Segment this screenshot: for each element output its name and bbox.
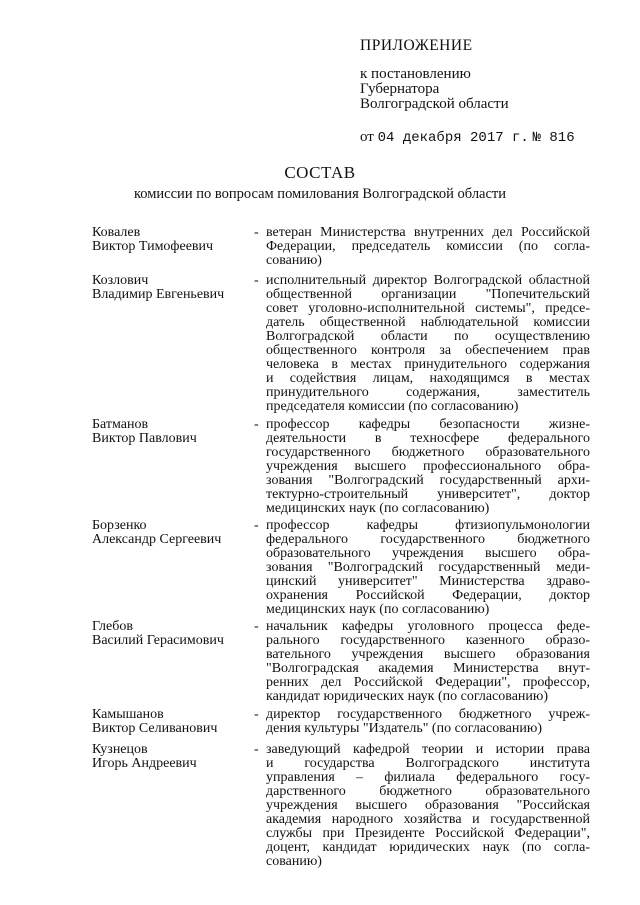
member-surname: Кузнецов	[92, 742, 148, 757]
member-description-line: тектурно-строительный университет", доктор	[266, 487, 590, 502]
member-given-names: Игорь Андреевич	[92, 756, 197, 771]
member-surname: Козлович	[92, 273, 149, 288]
member-description-line: государственного бюджетного образовательного	[266, 445, 590, 460]
member-description-line: зования "Волгоградский государственный меди-	[266, 560, 590, 575]
member-dash: -	[254, 742, 259, 757]
decree-date: 04 декабря 2017 г.	[377, 130, 529, 146]
member-description-line: деятельности в техносфере федерального	[266, 431, 590, 446]
member-surname: Глебов	[92, 619, 133, 634]
member-description-line: общественной организации "Попечительский	[266, 287, 590, 302]
member-description-line: цинский университет" Министерства здраво-	[266, 574, 590, 589]
member-given-names: Виктор Павлович	[92, 431, 197, 446]
member-dash: -	[254, 619, 259, 634]
appendix-line: Губернатора	[360, 81, 440, 97]
appendix-line: Волгоградской области	[360, 96, 509, 112]
member-description-line: федерального государственного бюджетного	[266, 532, 590, 547]
member-description-line: начальник кафедры уголовного процесса феде-	[266, 619, 590, 634]
member-description-line: охранения Российской Федерации, доктор	[266, 588, 590, 603]
member-surname: Борзенко	[92, 518, 147, 533]
member-description-line: общественного контроля за обеспечением прав	[266, 343, 590, 358]
member-description-line: датель общественной наблюдательной комиссии	[266, 315, 590, 330]
member-description-line: Волгоградской области по осуществлению	[266, 329, 590, 344]
member-description-line: управления – филиала федерального госу-	[266, 770, 590, 785]
member-description-line: заведующий кафедрой теории и истории права	[266, 742, 590, 757]
member-description-line: образовательного учреждения высшего обра-	[266, 546, 590, 561]
member-description-line: сованию)	[266, 253, 322, 268]
member-description-line: рального государственного казенного образо-	[266, 633, 590, 648]
member-description	[266, 226, 590, 268]
member-description-line: принудительного содержания, заместитель	[266, 385, 590, 400]
member-given-names: Василий Герасимович	[92, 633, 224, 648]
member-description-line: "Волгоградская академия Министерства внут-	[266, 661, 590, 676]
member-description-line: кандидат юридических наук (по согласованию)	[266, 689, 549, 704]
member-description-line: дарственного бюджетного образовательного	[266, 784, 590, 799]
member-description-line: учреждения высшего образования "Российская	[266, 798, 590, 813]
member-description-line: дения культуры "Издатель" (по согласованию)	[266, 721, 542, 736]
member-name	[92, 620, 252, 648]
member-name	[92, 418, 252, 446]
member-surname: Камышанов	[92, 707, 164, 722]
member-name	[92, 708, 252, 736]
member-given-names: Виктор Тимофеевич	[92, 239, 214, 254]
member-description	[266, 274, 590, 414]
member-description-line: и государства Волгоградского института	[266, 756, 590, 771]
member-name	[92, 519, 252, 547]
member-description-line: профессор кафедры фтизиопульмонологии	[266, 518, 590, 533]
member-dash: -	[254, 225, 259, 240]
member-name	[92, 274, 252, 302]
member-dash: -	[254, 417, 259, 432]
member-description-line: и содействия лицам, находящимся в местах	[266, 371, 590, 386]
member-given-names: Владимир Евгеньевич	[92, 287, 225, 302]
member-surname: Батманов	[92, 417, 149, 432]
member-description-line: директор государственного бюджетного учреж-	[266, 707, 590, 722]
member-description-line: академия народного хозяйства и государственной	[266, 812, 590, 827]
appendix-line: к постановлению	[360, 66, 471, 82]
member-description-line: доцент, кандидат юридических наук (по согла-	[266, 840, 590, 855]
member-description-line: совет уголовно-исполнительной системы", предсе-	[266, 301, 590, 316]
member-description-line: сованию)	[266, 854, 322, 869]
member-description	[266, 708, 590, 736]
member-given-names: Виктор Селиванович	[92, 721, 218, 736]
member-description-line: ренних дел Российской Федерации", профессор,	[266, 675, 590, 690]
decree-number: № 816	[532, 130, 575, 146]
member-surname: Ковалев	[92, 225, 141, 240]
member-name	[92, 226, 252, 254]
document-subtitle: комиссии по вопросам помилования Волгоградской области	[133, 186, 507, 202]
member-description-line: исполнительный директор Волгоградской областной	[266, 273, 590, 288]
member-description-line: службы при Президенте Российской Федерации",	[266, 826, 590, 841]
member-description	[266, 418, 590, 516]
member-description-line: председателя комиссии (по согласованию)	[266, 399, 519, 414]
decree-line	[360, 130, 575, 146]
member-given-names: Александр Сергеевич	[92, 532, 222, 547]
member-dash: -	[254, 707, 259, 722]
member-description-line: медицинских наук (по согласованию)	[266, 501, 490, 516]
member-dash: -	[254, 273, 259, 288]
member-description	[266, 519, 590, 617]
member-description-line: учреждения высшего профессионального обра-	[266, 459, 590, 474]
member-description-line: человека в местах принудительного содержания	[266, 357, 590, 372]
document-title: СОСТАВ	[284, 163, 356, 182]
member-name	[92, 743, 252, 771]
member-dash: -	[254, 518, 259, 533]
decree-prefix: от	[360, 129, 374, 145]
appendix-heading: ПРИЛОЖЕНИЕ	[360, 37, 473, 54]
member-description-line: вательного учреждения высшего образования	[266, 647, 590, 662]
member-description	[266, 620, 590, 704]
member-description-line: зования "Волгоградский государственный архи-	[266, 473, 590, 488]
member-description-line: медицинских наук (по согласованию)	[266, 602, 490, 617]
member-description	[266, 743, 590, 869]
appendix-block	[360, 38, 575, 146]
member-description-line: профессор кафедры безопасности жизне-	[266, 417, 590, 432]
member-description-line: ветеран Министерства внутренних дел Российской	[266, 225, 590, 240]
member-description-line: Федерации, председатель комиссии (по согла-	[266, 239, 590, 254]
